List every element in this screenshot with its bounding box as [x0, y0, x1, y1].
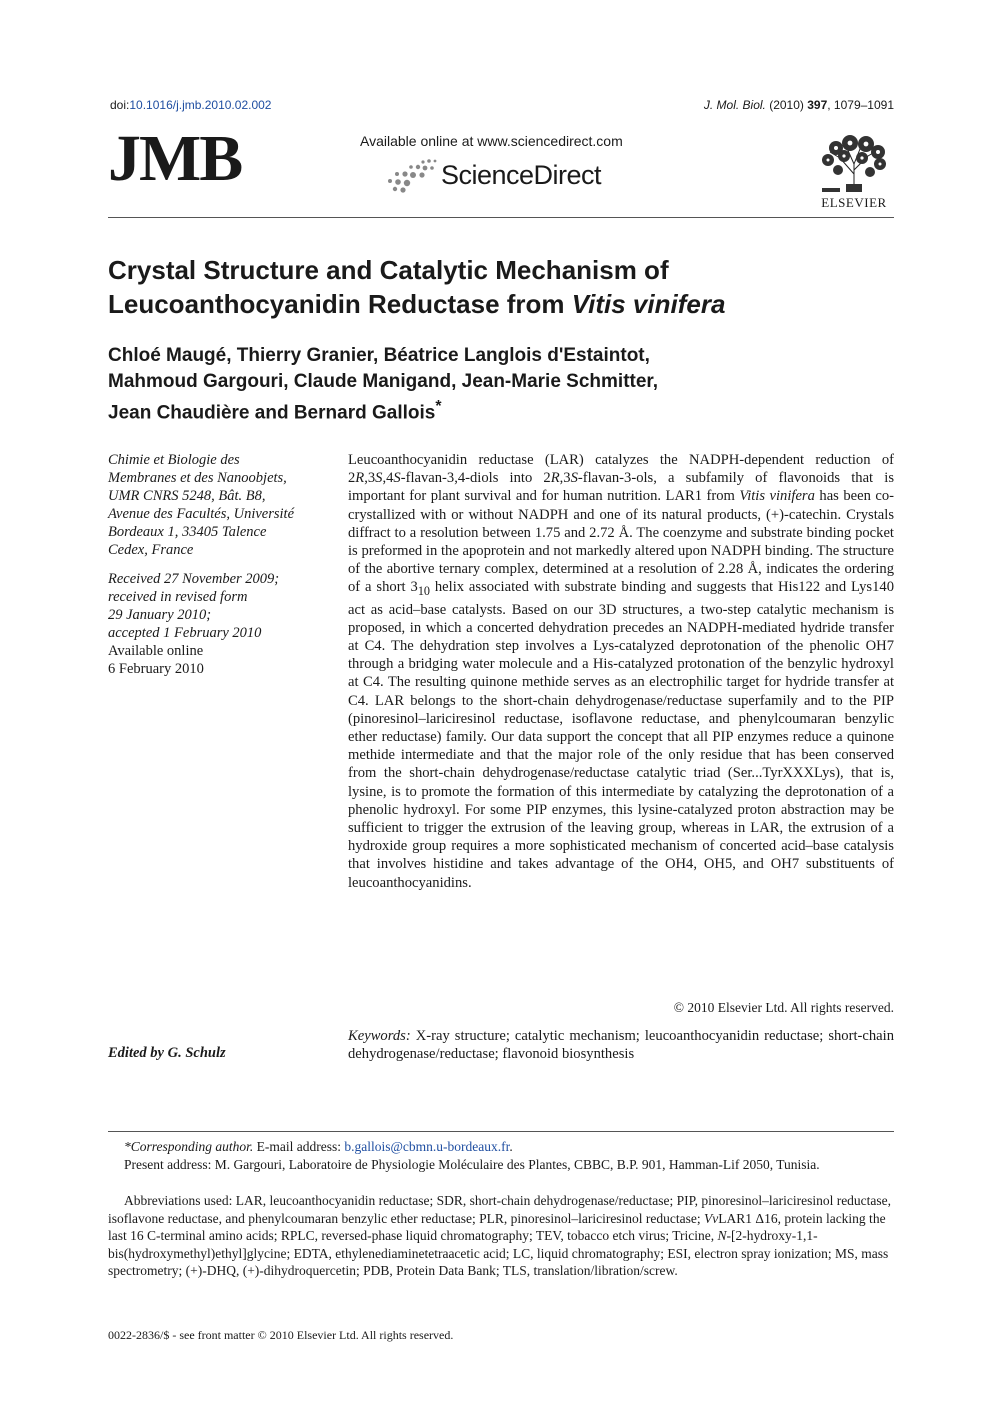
abstract — [348, 451, 894, 892]
elsevier-logo — [812, 134, 896, 210]
elsevier-wordmark: ELSEVIER — [821, 195, 887, 210]
abstract-text: helix associated with substrate binding and suggests that His122 and Lys140 act as acid–base catalysts. Based on our 3D structures, a two-step catalytic mechanism is proposed, in which a concerted dehydration precedes an NADPH-mediated hydride transfer at C4. The dehydration step involves a Lys-catalyzed deprotonation of the phenolic OH7 through a bridging water molecule and a His-catalyzed protonation of the benzylic hydroxyl at C4. The resulting quinone methide serves as an electrophilic target for hydride transfer at C4. LAR belongs to the short-chain dehydrogenase/reductase superfamily and to the PIP (pinoresinol–lariciresinol reductase, isoflavone reductase, and phenylcoumaran benzylic ether reductase) family. Our data support the concept that all PIP enzymes reduce a quinone methide intermediate and that the major role of the only residue that has been conserved from the short-chain dehydrogenase/reductase catalytic triad (Ser...TyrXXXLys), that is, lysine, is to promote the formation of this intermediate by catalyzing the deprotonation of a phenolic hydroxyl. For some PIP enzymes, this lysine-catalyzed proton abstraction may be sufficient to trigger the extrusion of the leaving group, whereas in LAR, the extrusion of a hydroxide group requires a more sophisticated mechanism of concerted acid–base catalysis that involves histidine and takes advantage of the OH4, OH5, and OH7 substituents of leucoanthocyanidins. — [348, 579, 894, 891]
title-species: Vitis vinifera — [571, 289, 726, 319]
journal-volume: 397 — [807, 98, 828, 112]
abstract-text: ,4 — [382, 470, 394, 487]
corresponding-author-mark: * — [435, 398, 442, 415]
present-address-text: Present address: M. Gargouri, Laboratoire de Physiologie Moléculaire des Plantes, CBBC, B.P. 901, Hamman-Lif 2050, Tunisia. — [124, 1157, 820, 1172]
present-address-footnote — [108, 1156, 894, 1174]
journal-citation — [704, 98, 894, 112]
corresponding-author-footnote — [108, 1138, 894, 1156]
online-label: Available online — [108, 643, 204, 659]
title-line-1: Crystal Structure and Catalytic Mechanism of — [108, 255, 669, 285]
front-matter-line: 0022-2836/$ - see front matter © 2010 Elsevier Ltd. All rights reserved. — [108, 1328, 454, 1342]
keywords — [348, 1027, 894, 1063]
author-list — [108, 343, 898, 426]
abstract-text: ,3 — [559, 470, 571, 487]
journal-year: (2010) — [765, 98, 808, 112]
online-date: 6 February 2010 — [108, 661, 204, 677]
doi-label: doi: — [110, 98, 130, 112]
species-name: Vitis vinifera — [739, 488, 815, 505]
abstract-text: has been co-crystallized with or without NADPH and one of its natural products, (+)-catechin. Crystals diffract to a resolution between 1.75 and 2.72 Å. The coenzyme and substrate binding pocket is preformed in the apoprotein and not markedly altered upon NADPH binding. The structure of the abortive ternary complex, determined at a resolution of 2.28 Å, indicates the ordering of a short 3 — [348, 488, 895, 596]
stereo-descriptor: S — [393, 470, 401, 487]
journal-abbrev: J. Mol. Biol. — [703, 98, 766, 112]
sciencedirect-logo — [385, 158, 625, 194]
sciencedirect-dots-icon — [385, 158, 437, 194]
received-date: Received 27 November 2009; — [108, 571, 280, 587]
corresponding-author-label: *Corresponding author. — [124, 1139, 254, 1154]
affiliation-line: Membranes et des Nanoobjets, — [108, 470, 287, 486]
authors-line-1: Chloé Maugé, Thierry Granier, Béatrice Langlois d'Estaintot, — [108, 345, 650, 366]
abbreviations-footnote — [108, 1192, 894, 1280]
available-online-text: Available online at www.sciencedirect.com — [360, 133, 623, 149]
abstract-text: -flavan-3,4-diols into 2 — [400, 470, 551, 487]
affiliation-line: Cedex, France — [108, 542, 194, 558]
stereo-descriptor: S — [375, 470, 383, 487]
affiliation-line: Chimie et Biologie des — [108, 452, 240, 468]
stereo-descriptor: S — [570, 470, 578, 487]
helix-subscript: 10 — [417, 584, 430, 599]
article-title — [108, 253, 898, 321]
keywords-text: X-ray structure; catalytic mechanism; leucoanthocyanidin reductase; short-chain dehydrogenase/reductase; flavonoid biosynthesis — [348, 1028, 894, 1063]
copyright-notice: © 2010 Elsevier Ltd. All rights reserved. — [673, 1000, 894, 1015]
title-line-2: Leucoanthocyanidin Reductase from — [108, 289, 572, 319]
stereo-descriptor: R — [355, 470, 365, 487]
accepted-date: accepted 1 February 2010 — [108, 625, 262, 641]
revised-date: 29 January 2010; — [108, 607, 212, 623]
abstract-text: -flavan-3-ols, a subfamily of flavonoids that is important for plant survival and for human nutrition. LAR1 from — [348, 470, 894, 505]
affiliation-line: UMR CNRS 5248, Bât. B8, — [108, 488, 266, 504]
affiliation — [108, 451, 333, 559]
stereo-descriptor: R — [550, 470, 560, 487]
doi-line — [110, 98, 271, 112]
edited-by: Edited by G. Schulz — [108, 1045, 226, 1061]
footnote-rule — [108, 1131, 894, 1132]
email-label: E-mail address: — [253, 1139, 345, 1154]
abbreviations-text: -[2-hydroxy-1,1-bis(hydroxymethyl)ethyl]glycine; EDTA, ethylenediaminetetraacetic acid; LC, liquid chromatography; ESI, electron spray ionization; MS, mass spectrometry; (+)-DHQ, (+)-dihydroquercetin; PDB, Protein Data Bank; TLS, translation/libration/screw. — [108, 1228, 889, 1278]
article-dates — [108, 570, 333, 678]
authors-line-2: Mahmoud Gargouri, Claude Manigand, Jean-Marie Schmitter, — [108, 370, 659, 392]
abbreviations-text: LAR1 Δ16, protein lacking the last 16 C-terminal amino acids; RPLC, reversed-phase liquid chromatography; TEV, tobacco etch virus; Tricine, — [108, 1210, 886, 1243]
journal-pages: , 1079–1091 — [827, 98, 894, 112]
abbreviations-text: Abbreviations used: LAR, leucoanthocyanidin reductase; SDR, short-chain dehydrogenase/reductase; PIP, pinoresinol–lariciresinol reductase, isoflavone reductase, and phenylcoumaran benzylic ether reductase; PLR, pinoresinol–lariciresinol reductase; — [108, 1193, 892, 1226]
abbreviation-italic: N — [717, 1228, 727, 1243]
affiliation-line: Avenue des Facultés, Université — [108, 506, 295, 522]
abstract-text: ,3 — [364, 470, 376, 487]
sciencedirect-wordmark: ScienceDirect — [441, 160, 602, 190]
elsevier-tree-icon — [816, 134, 892, 194]
affiliation-line: Bordeaux 1, 33405 Talence — [108, 524, 267, 540]
keywords-label: Keywords: — [348, 1028, 411, 1044]
jmb-logo: JMB — [108, 122, 242, 195]
abstract-text: Leucoanthocyanidin reductase (LAR) catalyzes the NADPH-dependent reduction of 2 — [348, 452, 894, 487]
author-email-link[interactable]: b.gallois@cbmn.u-bordeaux.fr — [344, 1139, 510, 1154]
header-rule — [108, 217, 894, 218]
footnote-punctuation: . — [509, 1139, 513, 1154]
abbreviation-italic: Vv — [704, 1210, 719, 1226]
doi-link[interactable]: 10.1016/j.jmb.2010.02.002 — [129, 98, 272, 112]
authors-line-3: Jean Chaudière and Bernard Gallois — [108, 402, 436, 424]
revised-label: received in revised form — [108, 589, 248, 605]
